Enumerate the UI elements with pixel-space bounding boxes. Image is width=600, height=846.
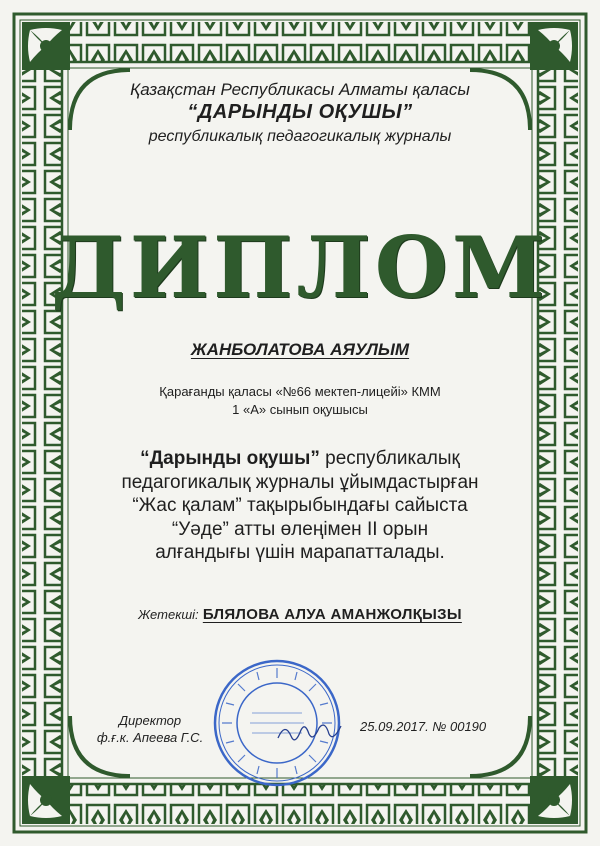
award-line-3: “Жас қалам” тақырыбындағы сайыста	[132, 495, 468, 516]
journal-name: “ДАРЫНДЫ ОҚУШЫ”	[187, 101, 413, 123]
award-line-1	[0, 447, 600, 471]
director-title: Директор	[118, 713, 182, 728]
recipient-name: ЖАНБОЛАТОВА АЯУЛЫМ	[190, 340, 410, 359]
director-name: ф.ғ.к. Апеева Г.С.	[96, 730, 204, 745]
award-line-4: “Уәде” атты өлеңімен ІІ орын	[171, 518, 429, 540]
header-line-journal-type: республикалық педагогикалық журналы	[148, 128, 452, 145]
award-line-2: педагогикалық журналы ұйымдастырған	[121, 471, 479, 493]
director-block	[70, 712, 230, 746]
supervisor-label: Жетекші:	[138, 607, 199, 622]
diploma-title: ДИПЛОМ	[51, 218, 549, 317]
award-line-1-rest: республикалық	[319, 448, 460, 469]
date-and-number: 25.09.2017. № 00190	[360, 719, 487, 734]
award-line-5: алғандығы үшін марапатталады.	[155, 542, 445, 563]
recipient-school-block	[0, 383, 600, 419]
header-line-city: Қазақстан Республикасы Алматы қаласы	[130, 80, 470, 99]
supervisor-name: БЛЯЛОВА АЛУА АМАНЖОЛҚЫЗЫ	[202, 606, 462, 623]
recipient-class: 1 «А» сынып оқушысы	[232, 402, 368, 417]
award-text	[0, 447, 600, 565]
supervisor-line	[0, 606, 600, 623]
recipient-school: Қарағанды қаласы «№66 мектеп-лицейі» КММ	[159, 384, 441, 399]
award-journal-bold: “Дарынды оқушы”	[140, 448, 320, 469]
signature-icon	[275, 718, 345, 748]
